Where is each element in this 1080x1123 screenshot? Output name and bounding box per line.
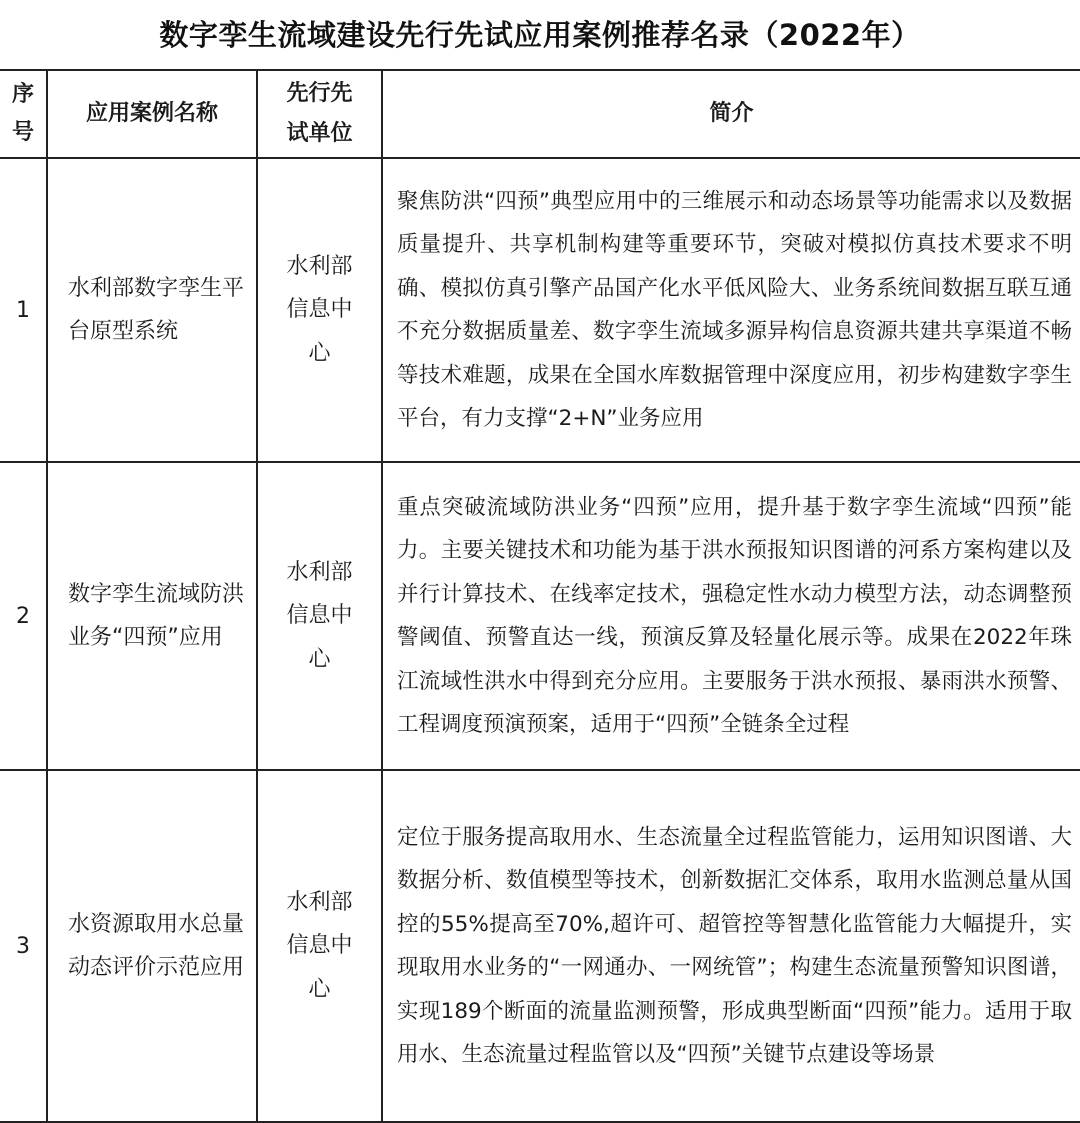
table-row [0, 158, 1080, 462]
row-index: 3 [0, 770, 47, 1122]
header-index: 序号 [0, 70, 47, 158]
table-row [0, 770, 1080, 1122]
row-index: 2 [0, 462, 47, 770]
case-unit: 水利部信息中心 [257, 462, 382, 770]
case-unit: 水利部信息中心 [257, 158, 382, 462]
case-name: 水资源取用水总量动态评价示范应用 [47, 770, 257, 1122]
case-description: 重点突破流域防洪业务“四预”应用，提升基于数字孪生流域“四预”能力。主要关键技术和功能为基于洪水预报知识图谱的河系方案构建以及并行计算技术、在线率定技术，强稳定性水动力模型方法，动态调整预警阈值、预警直达一线，预演反算及轻量化展示等。成果在2022年珠江流域性洪水中得到充分应用。主要服务于洪水预报、暴雨洪水预警、工程调度预演预案，适用于“四预”全链条全过程 [382, 462, 1080, 770]
case-description: 聚焦防洪“四预”典型应用中的三维展示和动态场景等功能需求以及数据质量提升、共享机制构建等重要环节，突破对模拟仿真技术要求不明确、模拟仿真引擎产品国产化水平低风险大、业务系统间数据互联互通不充分数据质量差、数字孪生流域多源异构信息资源共建共享渠道不畅等技术难题，成果在全国水库数据管理中深度应用，初步构建数字孪生平台，有力支撑“2+N”业务应用 [382, 158, 1080, 462]
case-table [0, 69, 1080, 1123]
header-unit: 先行先试单位 [257, 70, 382, 158]
case-name: 数字孪生流域防洪业务“四预”应用 [47, 462, 257, 770]
case-description: 定位于服务提高取用水、生态流量全过程监管能力，运用知识图谱、大数据分析、数值模型等技术，创新数据汇交体系，取用水监测总量从国控的55%提高至70%,超许可、超管控等智慧化监管能力大幅提升，实现取用水业务的“一网通办、一网统管”；构建生态流量预警知识图谱，实现189个断面的流量监测预警，形成典型断面“四预”能力。适用于取用水、生态流量过程监管以及“四预”关键节点建设等场景 [382, 770, 1080, 1122]
row-index: 1 [0, 158, 47, 462]
header-desc: 简介 [382, 70, 1080, 158]
header-name: 应用案例名称 [47, 70, 257, 158]
table-row [0, 462, 1080, 770]
case-unit: 水利部信息中心 [257, 770, 382, 1122]
document-title: 数字孪生流域建设先行先试应用案例推荐名录（2022年） [159, 17, 921, 52]
table-header-row [0, 70, 1080, 158]
case-name: 水利部数字孪生平台原型系统 [47, 158, 257, 462]
